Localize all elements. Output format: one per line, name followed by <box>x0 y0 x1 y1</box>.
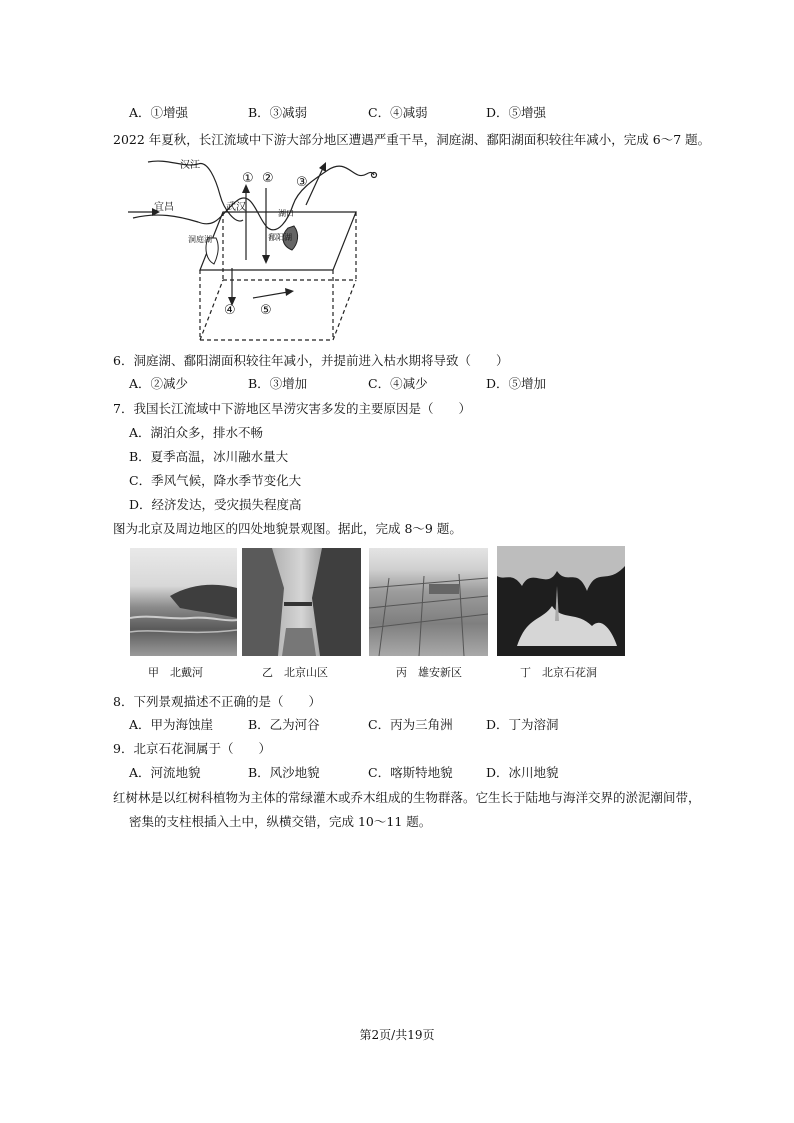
q7-option-a: A．湖泊众多，排水不畅 <box>129 425 264 440</box>
q5-option-b: B．③减弱 <box>248 105 308 120</box>
q8-option-d: D．丁为溶洞 <box>486 717 559 732</box>
q9-option-d: D．冰川地貌 <box>486 765 559 780</box>
q8-option-c: C．丙为三角洲 <box>368 717 453 732</box>
q8-stem: 8．下列景观描述不正确的是（ ） <box>113 694 321 709</box>
q6-option-b: B．③增加 <box>248 376 308 391</box>
intro-10-11-line1: 红树林是以红树科植物为主体的常绿灌木或乔木组成的生物群落。它生长于陆地与海洋交界的淤泥潮间带， <box>113 790 701 805</box>
q5-option-c: C．④减弱 <box>368 105 428 120</box>
photo-shihuadong <box>497 546 625 656</box>
q9-stem: 9．北京石花洞属于（ ） <box>113 741 271 756</box>
page-footer: 第2页/共19页 <box>359 1028 435 1042</box>
label-n4: ④ <box>224 303 236 318</box>
label-yichang: 宜昌 <box>154 202 174 213</box>
label-n3: ③ <box>296 175 308 190</box>
q6-option-a: A．②减少 <box>129 376 189 391</box>
q5-option-a: A．①增强 <box>129 105 189 120</box>
q5-option-d: D．⑤增强 <box>486 105 547 120</box>
caption-bing: 丙 雄安新区 <box>396 666 462 679</box>
intro-8-9: 图为北京及周边地区的四处地貌景观图。据此，完成 8～9 题。 <box>113 521 462 536</box>
caption-jia: 甲 北戴河 <box>148 666 203 679</box>
q7-option-d: D．经济发达，受灾损失程度高 <box>129 497 302 512</box>
q7-option-b: B．夏季高温，冰川融水量大 <box>129 449 289 464</box>
yangtze-diagram <box>128 150 388 345</box>
q8-option-a: A．甲为海蚀崖 <box>129 717 214 732</box>
label-dongtinghu: 洞庭湖 <box>188 235 212 244</box>
caption-yi: 乙 北京山区 <box>262 666 328 679</box>
intro-6-7: 2022 年夏秋，长江流域中下游大部分地区遭遇严重干旱，洞庭湖、鄱阳湖面积较往年减小，完成 6～7 题。 <box>113 132 711 147</box>
label-n2: ② <box>262 171 274 186</box>
q9-option-a: A．河流地貌 <box>129 765 201 780</box>
photo-beijing-mountain <box>242 548 361 656</box>
q7-option-c: C．季风气候，降水季节变化大 <box>129 473 302 488</box>
q7-stem: 7．我国长江流域中下游地区旱涝灾害多发的主要原因是（ ） <box>113 401 471 416</box>
q6-option-c: C．④减少 <box>368 376 428 391</box>
label-hukou: 湖口 <box>278 209 294 218</box>
q8-option-b: B．乙为河谷 <box>248 717 320 732</box>
label-poyanghu: 鄱阳湖 <box>268 233 292 242</box>
label-n1: ① <box>242 171 254 186</box>
label-wuhan: 武汉 <box>226 202 246 213</box>
caption-ding: 丁 北京石花洞 <box>520 666 597 679</box>
photo-beidaihe <box>130 548 237 656</box>
label-n5: ⑤ <box>260 303 272 318</box>
label-hanjiang: 汉江 <box>180 160 200 171</box>
photo-xiongan <box>369 548 488 656</box>
q6-stem: 6．洞庭湖、鄱阳湖面积较往年减小，并提前进入枯水期将导致（ ） <box>113 353 509 368</box>
q6-option-d: D．⑤增加 <box>486 376 547 391</box>
intro-10-11-line2: 密集的支柱根插入土中，纵横交错，完成 10～11 题。 <box>129 814 432 829</box>
q9-option-c: C．喀斯特地貌 <box>368 765 453 780</box>
q9-option-b: B．风沙地貌 <box>248 765 320 780</box>
